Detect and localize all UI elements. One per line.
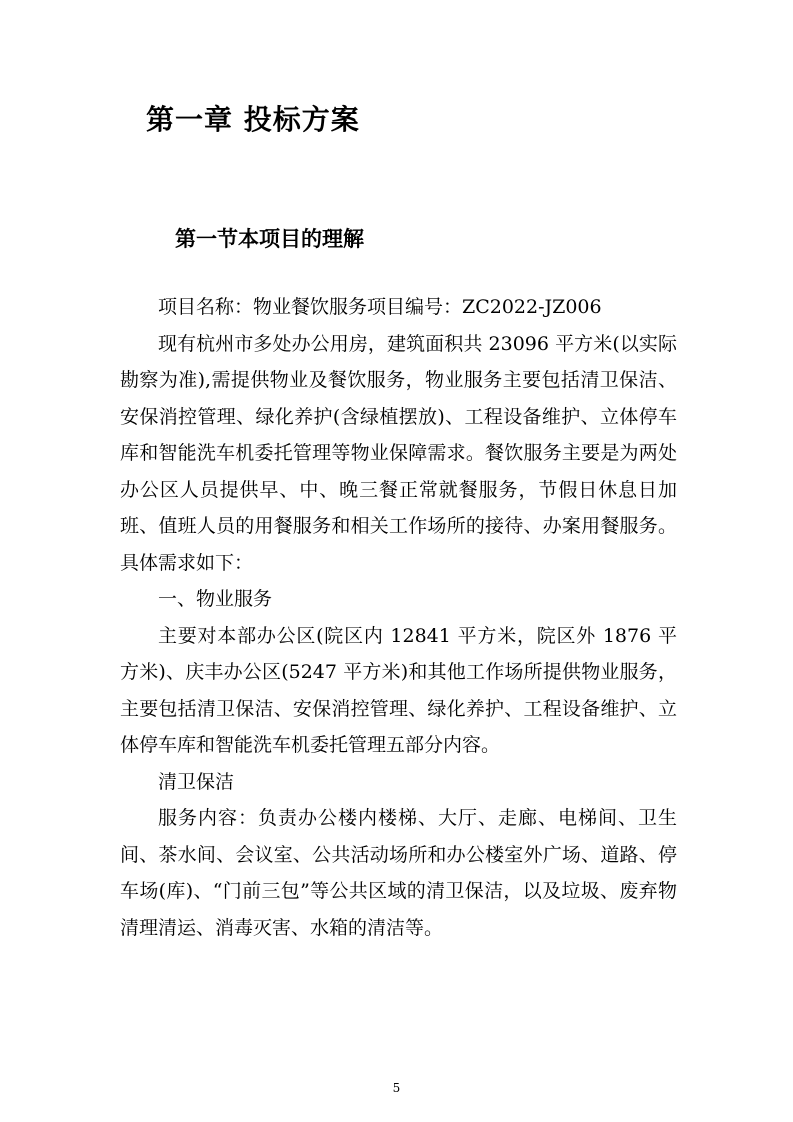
body-text bbox=[120, 289, 677, 946]
cleaning-content-paragraph: 服务内容：负责办公楼内楼梯、大厅、走廊、电梯间、卫生间、茶水间、会议室、公共活动场所和办公楼室外广场、道路、停车场(库)、“门前三包”等公共区域的清卫保洁，以及垃圾、废弃物清理清运、消毒灭害、水箱的清洁等。 bbox=[120, 807, 677, 939]
page-number: 5 bbox=[392, 1081, 401, 1095]
property-service-heading: 一、物业服务 bbox=[158, 588, 273, 610]
chapter-title: 第一章 投标方案 bbox=[146, 103, 360, 136]
overview-paragraph: 现有杭州市多处办公用房，建筑面积共 23096 平方米(以实际勘察为准),需提供物业及餐饮服务，物业服务主要包括清卫保洁、安保消控管理、绿化养护(含绿植摆放)、工程设备维护、立体停车库和智能洗车机委托管理等物业保障需求。餐饮服务主要是为两处办公区人员提供早、中、晚三餐正常就餐服务，节假日休息日加班、值班人员的用餐服务和相关工作场所的接待、办案用餐服务。具体需求如下： bbox=[120, 332, 677, 574]
property-service-paragraph: 主要对本部办公区(院区内 12841 平方米，院区外 1876 平方米)、庆丰办公区(5247 平方米)和其他工作场所提供物业服务，主要包括清卫保洁、安保消控管理、绿化养护、工程设备维护、立体停车库和智能洗车机委托管理五部分内容。 bbox=[120, 624, 677, 756]
section-title: 第一节本项目的理解 bbox=[175, 226, 364, 251]
project-name-paragraph: 项目名称：物业餐饮服务项目编号：ZC2022-JZ006 bbox=[158, 296, 602, 318]
cleaning-heading: 清卫保洁 bbox=[158, 770, 235, 793]
